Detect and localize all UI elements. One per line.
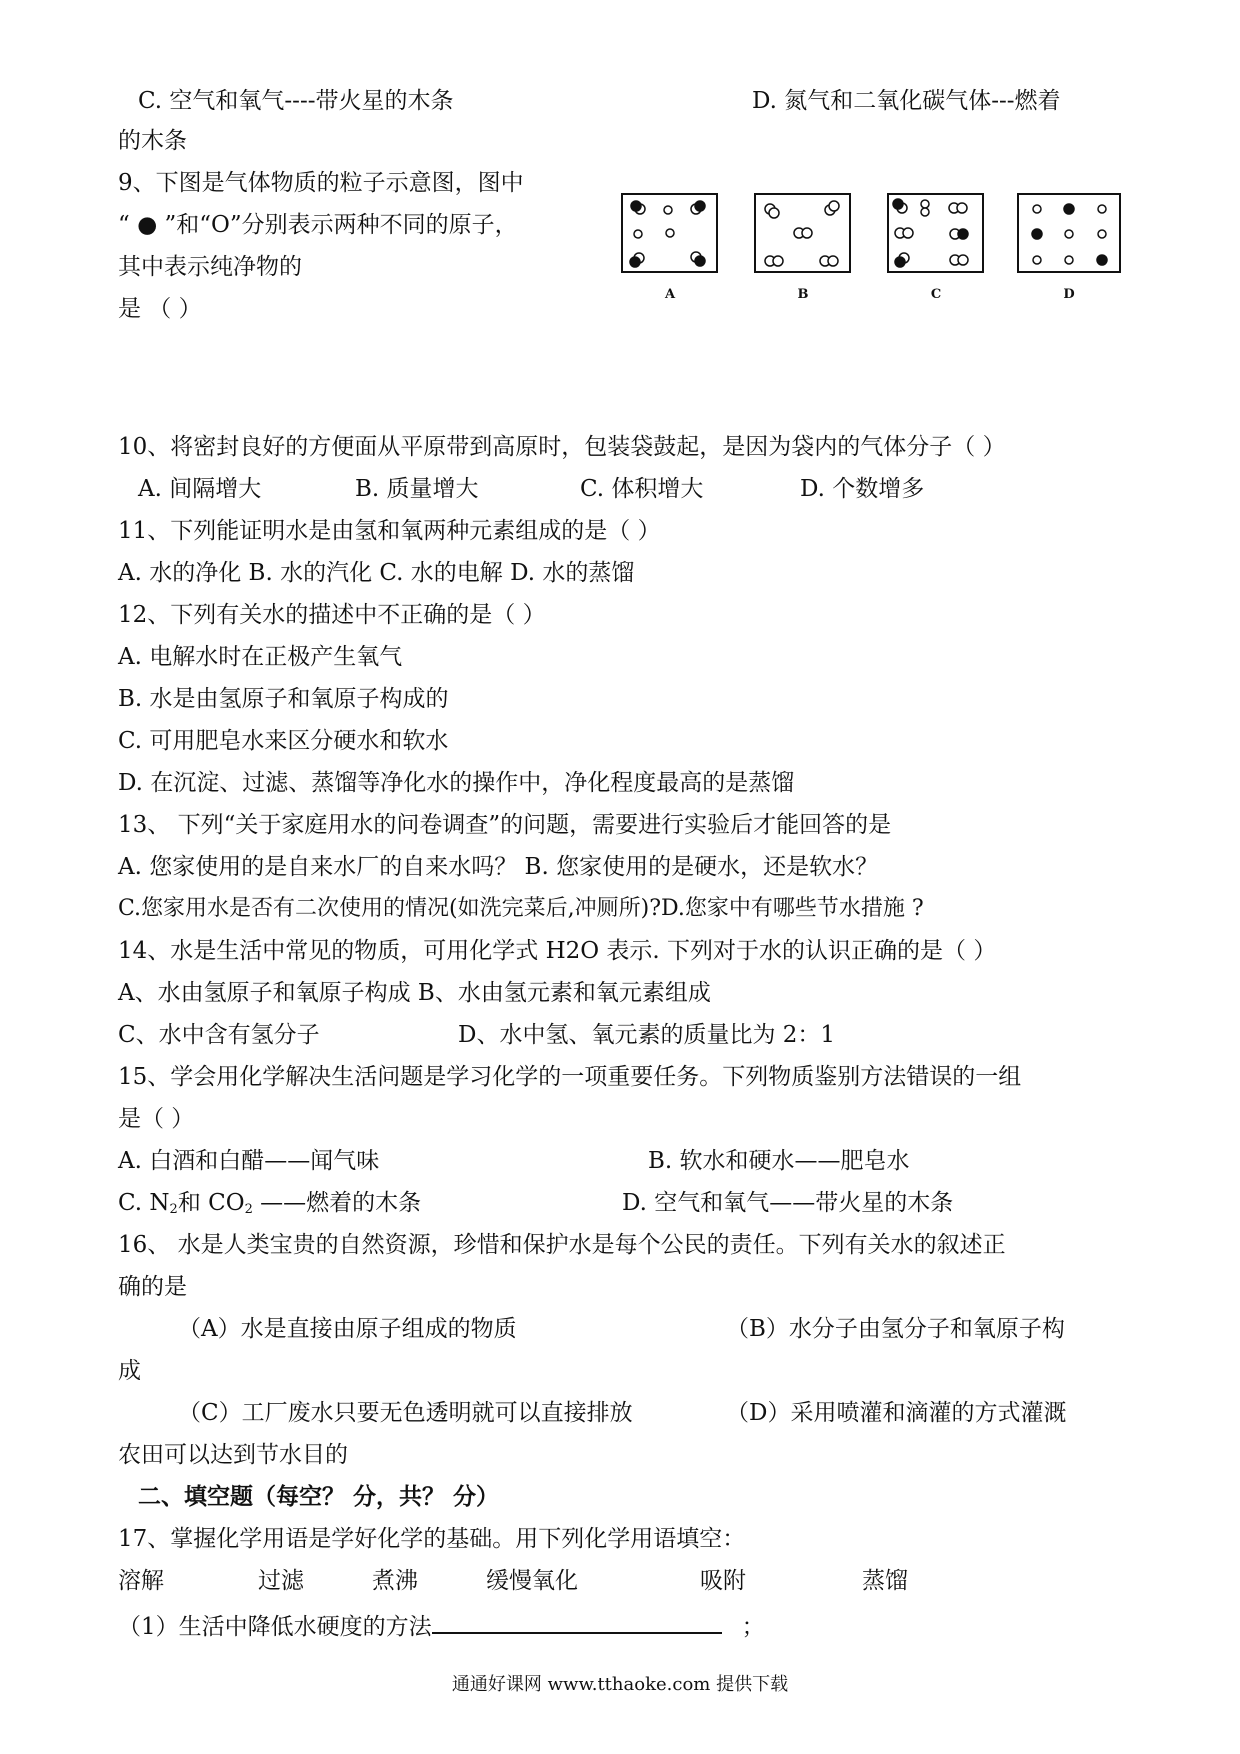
option-c-line: C. 空气和氧气----带火星的木条 [138, 88, 454, 114]
q10-option-c: C. 体积增大 [580, 476, 704, 502]
q13-stem: 13、 下列“关于家庭用水的问卷调查”的问题，需要进行实验后才能回答的是 [118, 812, 892, 838]
q15-option-a: A. 白酒和白醋——闻气味 [118, 1148, 380, 1174]
q16-option-d: （D）采用喷灌和滴灌的方式灌溉 [726, 1400, 1067, 1426]
q9-line4: 是 （ ） [118, 296, 202, 322]
q16-stem: 16、 水是人类宝贵的自然资源，珍惜和保护水是每个公民的责任。下列有关水的叙述正 [118, 1232, 1006, 1258]
q13-options-cd: C.您家用水是否有二次使用的情况(如洗完菜后,冲厕所)?D.您家中有哪些节水措施 ? [118, 896, 924, 921]
q13-options-ab: A. 您家使用的是自来水厂的自来水吗？ B. 您家使用的是硬水，还是软水？ [118, 854, 879, 880]
option-d-cont: 的木条 [118, 128, 187, 154]
term-distill: 蒸馏 [862, 1568, 908, 1594]
q12-stem: 12、下列有关水的描述中不正确的是（ ） [118, 602, 546, 628]
q9-line2: “ ● ”和“O”分别表示两种不同的原子， [118, 212, 518, 238]
q12-option-d: D. 在沉淀、过滤、蒸馏等净化水的操作中，净化程度最高的是蒸馏 [118, 770, 795, 796]
q14-option-d: D、水中氢、氧元素的质量比为 2：1 [458, 1022, 836, 1048]
section-2-heading: 二、填空题（每空？ 分，共？ 分） [138, 1483, 500, 1510]
q12-option-b: B. 水是由氢原子和氧原子构成的 [118, 686, 449, 712]
label-c: C [930, 287, 942, 302]
q15-option-b: B. 软水和硬水——肥皂水 [648, 1148, 910, 1174]
q10-option-a: A. 间隔增大 [138, 476, 262, 502]
q17-stem: 17、掌握化学用语是学好化学的基础。用下列化学用语填空： [118, 1526, 746, 1552]
label-d: D [1063, 287, 1075, 302]
q11-options: A. 水的净化 B. 水的汽化 C. 水的电解 D. 水的蒸馏 [118, 560, 635, 586]
q16-option-a: （A）水是直接由原子组成的物质 [178, 1316, 517, 1342]
q14-options-ab: A、水由氢原子和氧原子构成 B、水由氢元素和氧元素组成 [118, 980, 711, 1006]
term-dissolve: 溶解 [118, 1568, 164, 1594]
q15-option-d: D. 空气和氧气——带火星的木条 [622, 1190, 954, 1216]
q12-option-a: A. 电解水时在正极产生氧气 [118, 644, 403, 670]
term-boil: 煮沸 [372, 1568, 418, 1594]
q16-option-b: （B）水分子由氢分子和氧原子构 [726, 1316, 1065, 1342]
q16-option-c: （C）工厂废水只要无色透明就可以直接排放 [178, 1400, 633, 1426]
q15-option-c: C. $N_2$和 $CO_2$ ——燃着的木条 [118, 1190, 422, 1217]
q16-option-d-cont: 农田可以达到节水目的 [118, 1442, 348, 1468]
q11-stem: 11、下列能证明水是由氢和氧两种元素组成的是（ ） [118, 518, 661, 544]
q12-option-c: C. 可用肥皂水来区分硬水和软水 [118, 728, 449, 754]
particle-diagram [618, 186, 1128, 306]
option-d-line: D. 氮气和二氧化碳气体---燃着 [752, 88, 1061, 114]
q10-option-d: D. 个数增多 [800, 476, 925, 502]
term-slow-oxidation: 缓慢氧化 [486, 1568, 578, 1594]
term-filter: 过滤 [258, 1568, 304, 1594]
q14-option-c: C、水中含有氢分子 [118, 1022, 320, 1048]
q15-stem: 15、学会用化学解决生活问题是学习化学的一项重要任务。下列物质鉴别方法错误的一组 [118, 1064, 1022, 1090]
q9-line3: 其中表示纯净物的 [118, 254, 302, 280]
answer-blank[interactable] [432, 1610, 722, 1634]
q9-line1: 9、下图是气体物质的粒子示意图，图中 [118, 170, 524, 196]
q16-stem-cont: 确的是 [118, 1274, 187, 1300]
q16-option-b-cont: 成 [118, 1358, 141, 1384]
label-a: A [664, 287, 676, 302]
q15-stem-cont: 是（ ） [118, 1106, 195, 1132]
q10-stem: 10、将密封良好的方便面从平原带到高原时，包装袋鼓起，是因为袋内的气体分子（ ） [118, 434, 1006, 460]
q10-option-b: B. 质量增大 [355, 476, 479, 502]
q14-stem: 14、水是生活中常见的物质，可用化学式 H2O 表示. 下列对于水的认识正确的是（ ） [118, 938, 997, 964]
label-b: B [797, 287, 809, 302]
q17-sub1: （1）生活中降低水硬度的方法 ； [118, 1610, 765, 1642]
term-adsorb: 吸附 [700, 1568, 746, 1594]
page-footer: 通通好课网 www.tthaoke.com 提供下载 [451, 1674, 789, 1695]
